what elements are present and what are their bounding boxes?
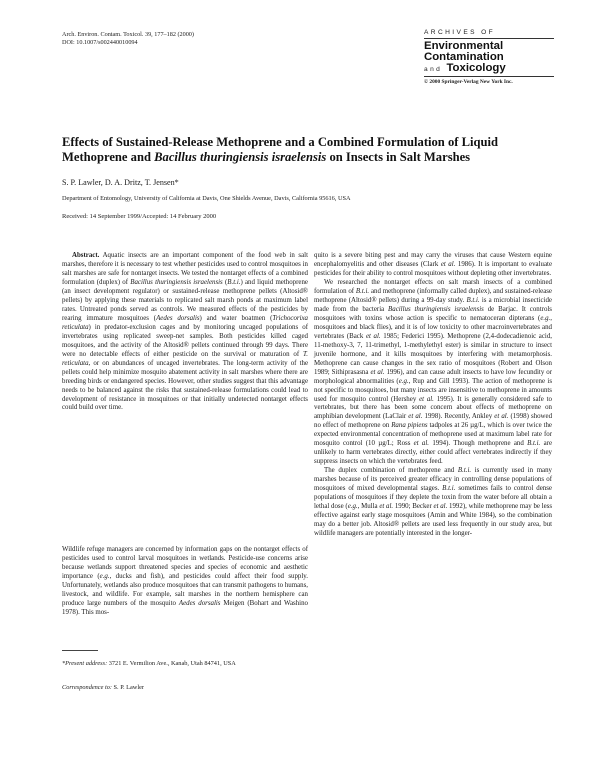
logo-contamination: Contamination	[424, 51, 504, 63]
body-text: , ducks and fish), and pesticides could affect their food supply. Unfortunately, wetlands also produce mosquitoes that can transmit pathogens to humans, livestock, and wildlife. For example, salt marshes in the northern hemisphere can produce large numbers of the mosquito	[62, 572, 308, 607]
abstract-text: ) and liquid methoprene (an insect development regulator) or sustained-release methoprene pellets (Altosid® pellets) by applying these materials to replicated salt marsh ponds at maximum label rates. Untreated ponds served as controls. We measured effects of the pesticides by rearing immature mosquitoes (	[62, 278, 308, 322]
body-italic: B.t.i.	[527, 440, 541, 448]
logo-rule-top	[424, 38, 554, 39]
abstract-italic: Trichocorixa reticulata	[62, 314, 308, 331]
body-italic: Aedes dorsalis	[178, 599, 221, 607]
abstract-italic: B.t.i.	[227, 278, 241, 286]
body-italic: et al.	[433, 503, 448, 511]
received-accepted-dates: Received: 14 September 1999/Accepted: 14 February 2000	[62, 213, 217, 220]
body-italic: et al.	[370, 368, 385, 376]
body-text: is a microbial insecticide made from the bacteria	[314, 296, 552, 313]
logo-rule-bottom	[424, 76, 554, 77]
body-italic: Bacillus thuringiensis israelensis	[388, 305, 484, 313]
citation-line-doi: DOI: 10.1007/s002440010094	[62, 39, 138, 47]
introduction-paragraph	[62, 546, 308, 618]
title-part-1: Effects of Sustained-Release Methoprene and a Combined Formulation of Liquid Methoprene and	[62, 135, 499, 164]
affiliation: Department of Entomology, University of California at Davis, One Shields Avenue, Davis, California 95616, USA	[62, 195, 351, 202]
body-text: , Rup and Gill 1993). The action of methoprene is not specific to mosquitoes, but many insects are insensitive to methoprene in amounts used for mosquito control (Hershey	[314, 377, 552, 403]
body-italic: B.t.i.	[442, 485, 456, 493]
body-italic: et al.	[413, 440, 430, 448]
body-italic: B.t.i.	[457, 467, 472, 475]
footnote-present-address	[62, 660, 236, 668]
abstract-italic: T. reticulata	[62, 350, 308, 367]
body-text: 1998). Recently, Ankley	[422, 413, 495, 421]
body-italic: e.g.	[540, 314, 551, 322]
footnote-label: Correspondence to:	[62, 684, 112, 691]
body-text: , Mulla	[357, 503, 380, 511]
abstract	[62, 252, 308, 413]
body-italic: et al.	[379, 503, 394, 511]
body-italic: e.g.	[398, 377, 409, 385]
body-italic: et al.	[365, 332, 381, 340]
body-italic: Rana pipiens	[391, 422, 428, 430]
footnote-text: 3721 E. Vermilion Ave., Kanab, Utah 84741, USA	[107, 660, 236, 667]
logo-and: and	[424, 66, 443, 73]
abstract-text: (	[222, 278, 228, 286]
abstract-italic: Aedes dorsalis	[156, 314, 200, 322]
body-text: , mosquitoes and black flies), and it is of low toxicity to other macroinvertebrates and vertebrates (Back	[314, 314, 552, 340]
body-text: quito is a severe biting pest and may carry the viruses that cause Western equine encephalomyelitis and other diseases (Clark	[314, 252, 552, 268]
body-text: is currently used in many marshes because of its perceived greater efficacy in controlling dense populations of mosquitoes of mixed developmental stages.	[314, 467, 552, 493]
body-italic: et al.	[419, 395, 434, 403]
logo-and-toxicology	[424, 63, 554, 75]
abstract-text: Aquatic insects are an important component of the food web in salt marshes, therefore it is necessary to test whether pesticides used to control mosquitoes in salt marshes are safe for nontarget insects. We tested the nontarget effects of a combined formulation (duplex) of	[62, 252, 308, 286]
paragraph-1	[314, 252, 552, 279]
body-text: The duplex combination of methoprene and	[324, 467, 458, 475]
citation-line-journal: Arch. Environ. Contam. Toxicol. 39, 177–182 (2000)	[62, 31, 194, 38]
body-italic: et al.	[440, 260, 456, 268]
body-italic: B.t.i.	[355, 287, 370, 295]
author-list: S. P. Lawler, D. A. Dritz, T. Jensen*	[62, 178, 179, 187]
article-title	[62, 135, 552, 165]
body-text: Wildlife refuge managers are concerned by information gaps on the nontarget effects of pesticides used to control larval mosquitoes in wetlands. Pesticide-use concerns arise because wetlands support threatened species and species of economic and aesthetic importance (	[62, 546, 308, 580]
right-column-body	[314, 252, 552, 539]
journal-logo	[424, 29, 554, 86]
title-species: Bacillus thuringiensis israelensis	[154, 150, 327, 164]
body-text: 1996), and can cause adult insects to have low fecundity or morphological abnormalities (	[314, 368, 553, 385]
body-text: We researched the nontarget effects on salt marsh insects of a combined formulation of	[314, 278, 552, 295]
body-text: 1995). It is generally considered safe to vertebrates, but there has been some concern about effects of methoprene on amphibian development (LaClair	[314, 395, 553, 421]
body-italic: et al.	[408, 413, 423, 421]
paragraph-3	[314, 467, 552, 539]
footnote-rule	[62, 650, 98, 651]
body-text: 1992), while methoprene may be less effective against early stage mosquitoes (Amin and White 1984), so the combination may do a better job. Altosid® pellets are used less frequently in our study area, but wildlife managers are potentially interested in the longer-	[314, 503, 553, 538]
footnote-text: S. P. Lawler	[111, 684, 144, 691]
body-text: and methoprene (informally called duplex), and sustained-release methoprene (Altosid® pellets) during a 99-day study.	[314, 287, 552, 304]
title-part-2: on Insects in Salt Marshes	[326, 150, 471, 164]
logo-environmental: Environmental	[424, 40, 504, 52]
body-text: Meigen (Bohart and Washino 1978). This mos-	[62, 599, 308, 616]
citation-block	[62, 31, 194, 48]
body-italic: et al.	[494, 413, 509, 421]
body-text: 1994). Though methoprene and	[429, 440, 528, 448]
logo-copyright: © 2000 Springer-Verlag New York Inc.	[424, 79, 513, 85]
logo-archives-of: ARCHIVES OF	[424, 29, 496, 36]
logo-toxicology: Toxicology	[446, 62, 506, 74]
body-italic: B.t.i.	[466, 296, 480, 304]
body-text: 1990; Becker	[393, 503, 434, 511]
body-text: are unlikely to harm vertebrates directly, either could affect vertebrates indirectly if they suppress insects on which the vertebrates feed.	[314, 440, 553, 466]
body-italic: e.g.	[99, 572, 110, 580]
abstract-label: Abstract.	[72, 252, 100, 259]
abstract-text: ) and water boatmen (	[199, 314, 273, 322]
body-text: tadpoles at 26 µg/L, which is over twice the expected environmental concentration of methoprene used at maximum label rate for mosquito control (10 µg/L; Ross	[314, 422, 552, 448]
body-text: 1986). It is important to evaluate pesticides for their ability to control mosquitoes without depleting other invertebrates.	[314, 260, 552, 277]
body-italic: e.g.	[347, 503, 358, 511]
paragraph-2	[314, 279, 552, 467]
footnote-correspondence	[62, 684, 144, 692]
body-text: (1998) showed no effect of methoprene on	[314, 413, 553, 430]
body-text: de Barjac. It controls mosquitoes with toxins whose action is specific to nematoceran dipterans (	[314, 305, 552, 322]
body-text: sometimes fails to control dense populations of mosquitoes if they deplete the toxin from the water before all obtain a lethal dose (	[314, 485, 552, 511]
abstract-text: , or on abundances of uncaged invertebrates. The long-term activity of the pellets could help minimize mosquito abatement activity in salt marshes where there are breeding birds or endangered species. However, other studies suggest that this advantage needs to be balanced against the risks that sustained-release formulations could lead to development of resistance in mosquitoes or that initially undetected nontarget effects could build over time.	[62, 359, 308, 412]
footnote-label: *Present address:	[62, 660, 108, 667]
body-text: 1985; Federici 1995). Methoprene (2,4-dodecadienoic acid, 11-methoxy-3, 7, 11-trimethyl, 1-methylethyl ester) is similar in structure to insect juvenile hormone, and it kills mosquitoes by interfering with metamorphosis. Methoprene can cause changes in the sex ratio of mosquitoes (Robert and Olson 1989; Sithiprasasna	[314, 332, 553, 376]
abstract-italic: Bacillus thuringiensis israelensis	[130, 278, 223, 286]
abstract-text: ) in predator-exclusion cages and by monitoring uncaged populations of invertebrates using replicated sweep-net samples. Both pesticides killed caged mosquitoes, and the activity of the Altosid® pellets continued through 99 days. There were no detectable effects of either pesticide on the survival or maturation of	[62, 323, 308, 358]
